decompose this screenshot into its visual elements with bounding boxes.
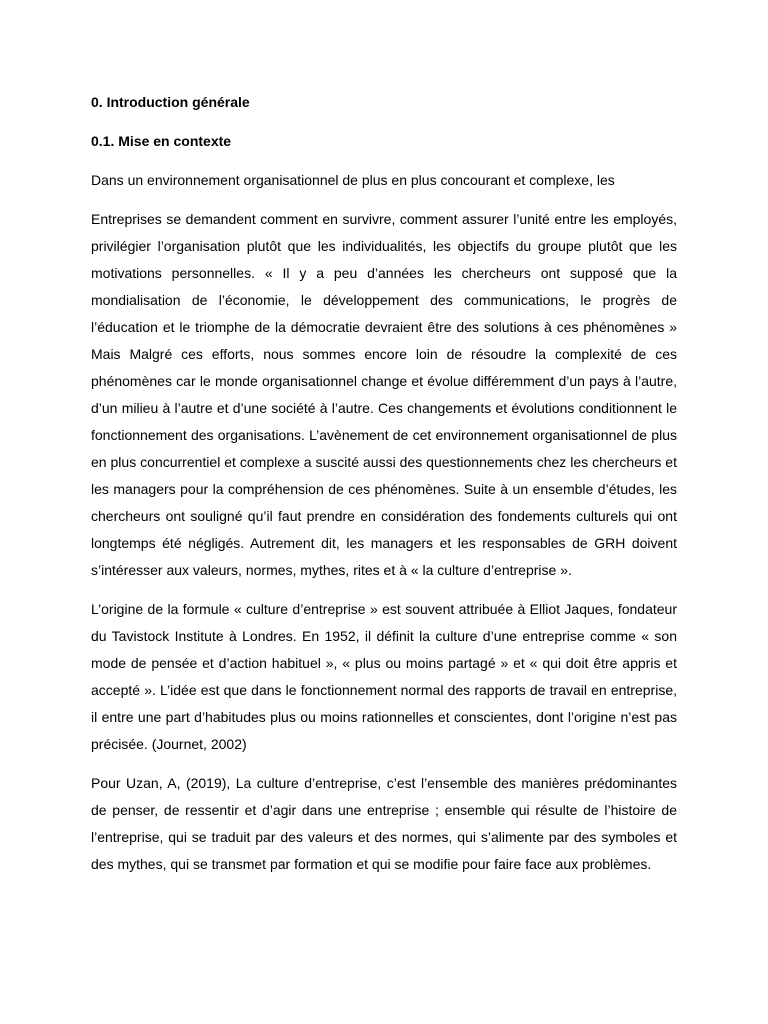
paragraph-intro-line: Dans un environnement organisationnel de plus en plus concourant et complexe, les: [91, 172, 615, 188]
paragraph-entreprises: Entreprises se demandent comment en survivre, comment assurer l’unité entre les employés, privilégier l’organisation plutôt que les individualités, les objectifs du groupe plutôt que les motivations personnelles. « Il y a peu d’années les chercheurs ont supposé que la mondialisation de l’économie, le développement des communications, le progrès de l’éducation et le triomphe de la démocratie devraient être des solutions à ces phénomènes » Mais Malgré ces efforts, nous sommes encore loin de résoudre la complexité de ces phénomènes car le monde organisationnel change et évolue différemment d’un pays à l’autre, d’un milieu à l’autre et d’une société à l’autre. Ces changements et évolutions conditionnent le fonctionnement des organisations. L’avènement de cet environnement organisationnel de plus en plus concurrentiel et complexe a suscité aussi des questionnements chez les chercheurs et les managers pour la compréhension de ces phénomènes. Suite à un ensemble d’études, les chercheurs ont souligné qu’il faut prendre en considération des fondements culturels qui ont longtemps été négligés. Autrement dit, les managers et les responsables de GRH doivent s’intéresser aux valeurs, normes, mythes, rites et à « la culture d’entreprise ».: [91, 211, 677, 578]
document-page: [91, 91, 677, 890]
heading-introduction: 0. Introduction générale: [91, 94, 250, 110]
paragraph-uzan: Pour Uzan, A, (2019), La culture d’entreprise, c’est l’ensemble des manières prédominantes de penser, de ressentir et d’agir dans une entreprise ; ensemble qui résulte de l’histoire de l’entreprise, qui se traduit par des valeurs et des normes, qui s’alimente par des symboles et des mythes, qui se transmet par formation et qui se modifie pour faire face aux problèmes.: [91, 775, 677, 872]
heading-mise-en-contexte: 0.1. Mise en contexte: [91, 133, 232, 149]
paragraph-origine: L’origine de la formule « culture d’entreprise » est souvent attribuée à Elliot Jaques, fondateur du Tavistock Institute à Londres. En 1952, il définit la culture d’une entreprise comme « son mode de pensée et d’action habituel », « plus ou moins partagé » et « qui doit être appris et accepté ». L’idée est que dans le fonctionnement normal des rapports de travail en entreprise, il entre une part d’habitudes plus ou moins rationnelles et conscientes, dont l’origine n’est pas précisée. (Journet, 2002): [91, 601, 677, 752]
